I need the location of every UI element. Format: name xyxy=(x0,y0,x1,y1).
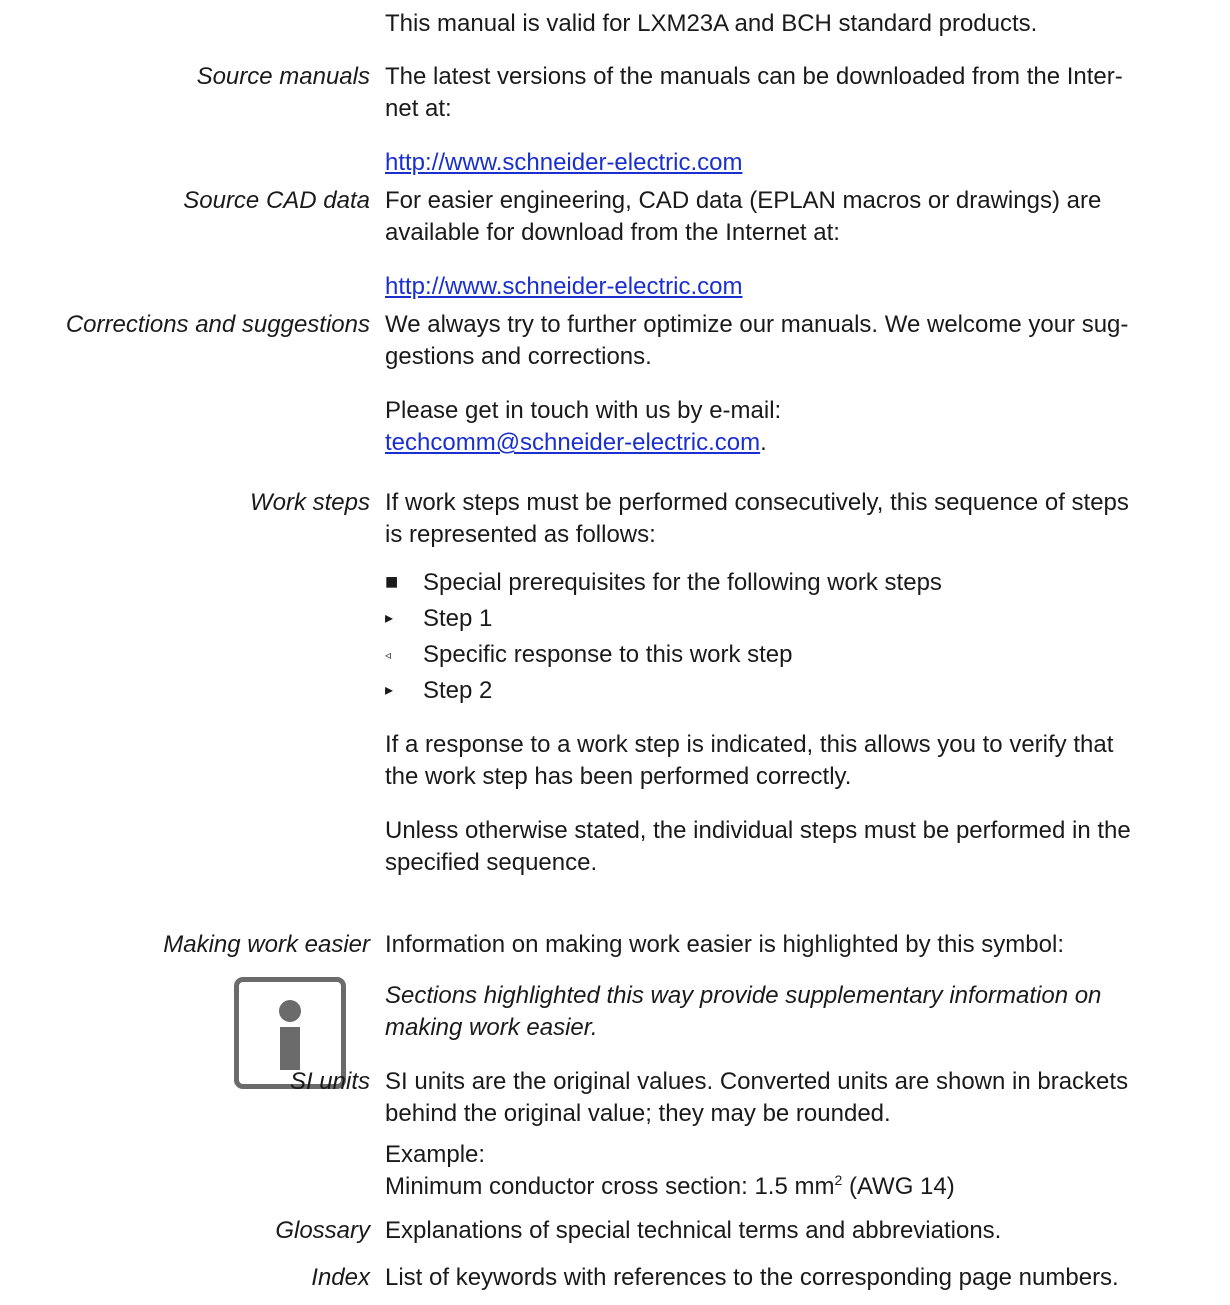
source-manuals-label: Source manuals xyxy=(196,63,370,90)
work-steps-verify-2: the work step has been performed correctly. xyxy=(385,763,852,790)
corrections-email-link[interactable]: techcomm@schneider-electric.com xyxy=(385,429,761,456)
glossary-text: Explanations of special technical terms and abbreviations. xyxy=(385,1217,1002,1244)
si-example-tail: (AWG 14) xyxy=(842,1173,955,1200)
intro-text: This manual is valid for LXM23A and BCH standard products. xyxy=(385,10,1038,37)
list-item-text: Special prerequisites for the following work steps xyxy=(423,569,942,596)
list-item xyxy=(385,603,1215,639)
step-arrow-icon: ▸ xyxy=(385,682,394,699)
source-cad-text-2: available for download from the Internet at: xyxy=(385,219,840,246)
making-easier-label: Making work easier xyxy=(163,931,370,958)
si-example-text: Minimum conductor cross section: 1.5 mm xyxy=(385,1173,835,1200)
work-steps-text-1: If work steps must be performed consecutively, this sequence of steps xyxy=(385,489,1129,516)
work-steps-order-2: specified sequence. xyxy=(385,849,598,876)
si-example-superscript: 2 xyxy=(834,1172,843,1188)
work-steps-order-1: Unless otherwise stated, the individual steps must be performed in the xyxy=(385,817,1131,844)
index-text: List of keywords with references to the corresponding page numbers. xyxy=(385,1264,1119,1291)
making-easier-text: Information on making work easier is highlighted by this symbol: xyxy=(385,931,1064,958)
list-item xyxy=(385,639,1215,675)
corrections-text-1: We always try to further optimize our manuals. We welcome your sug- xyxy=(385,311,1129,338)
response-arrow-icon: ◃ xyxy=(385,648,392,662)
source-manuals-link[interactable]: http://www.schneider-electric.com xyxy=(385,149,743,176)
info-note-text-1: Sections highlighted this way provide supplementary information on xyxy=(385,982,1102,1009)
work-steps-label: Work steps xyxy=(249,489,370,516)
list-item xyxy=(385,675,1215,711)
source-cad-label: Source CAD data xyxy=(183,187,370,214)
si-example-line xyxy=(385,1171,1215,1203)
source-cad-link[interactable]: http://www.schneider-electric.com xyxy=(385,273,743,300)
si-units-label: SI units xyxy=(289,1068,370,1095)
glossary-label: Glossary xyxy=(275,1217,370,1244)
corrections-text-2: gestions and corrections. xyxy=(385,343,652,370)
corrections-label: Corrections and suggestions xyxy=(65,311,370,338)
square-bullet-icon: ■ xyxy=(385,569,399,594)
work-steps-text-2: is represented as follows: xyxy=(385,521,656,548)
list-item-text: Step 1 xyxy=(423,605,493,632)
index-label: Index xyxy=(311,1264,370,1291)
si-example-label: Example: xyxy=(385,1141,486,1168)
info-note-text-2: making work easier. xyxy=(385,1014,598,1041)
list-item xyxy=(385,567,1215,603)
corrections-email-suffix: . xyxy=(760,429,767,456)
source-cad-text-1: For easier engineering, CAD data (EPLAN macros or drawings) are xyxy=(385,187,1102,214)
work-steps-list xyxy=(385,567,1215,711)
list-item-text: Step 2 xyxy=(423,677,493,704)
work-steps-verify-1: If a response to a work step is indicated, this allows you to verify that xyxy=(385,731,1114,758)
source-manuals-text-1: The latest versions of the manuals can be downloaded from the Inter- xyxy=(385,63,1123,90)
corrections-contact: Please get in touch with us by e-mail: xyxy=(385,397,782,424)
si-units-text-2: behind the original value; they may be rounded. xyxy=(385,1100,891,1127)
source-manuals-text-2: net at: xyxy=(385,95,452,122)
step-arrow-icon: ▸ xyxy=(385,610,394,627)
si-units-text-1: SI units are the original values. Converted units are shown in brackets xyxy=(385,1068,1129,1095)
list-item-text: Specific response to this work step xyxy=(423,641,793,668)
